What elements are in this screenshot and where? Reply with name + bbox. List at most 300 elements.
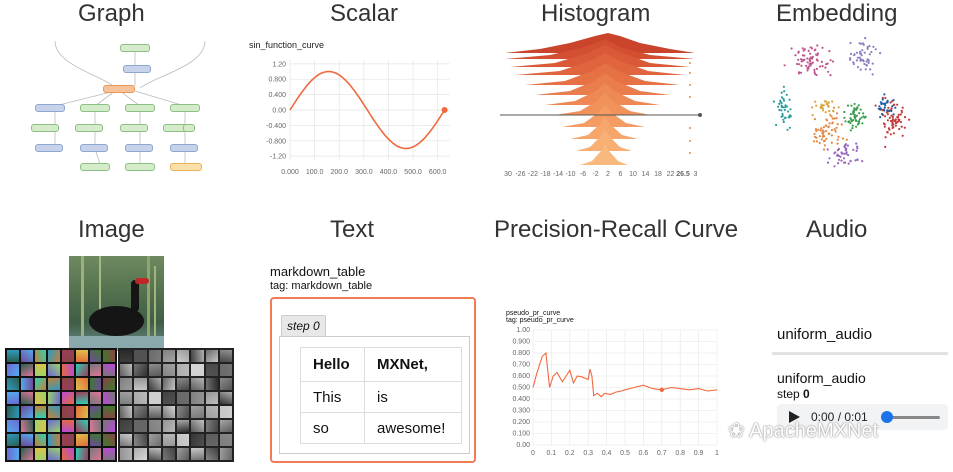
embedding-point [780,109,782,111]
filter-tile[interactable] [177,378,189,390]
filter-tile[interactable] [7,378,19,390]
embedding-point [816,54,818,56]
filter-tile[interactable] [76,364,88,376]
embedding-point [794,54,796,56]
filter-tile[interactable] [149,378,161,390]
filter-tile[interactable] [21,406,33,418]
filter-tile[interactable] [7,420,19,432]
graph-node[interactable] [183,124,195,132]
filter-tile[interactable] [103,364,115,376]
filter-tile[interactable] [48,392,60,404]
embedding-point [836,112,838,114]
y-tick-label: -1.20 [270,153,286,161]
embedding-point [783,90,785,92]
embedding-point [856,150,858,152]
filter-tile[interactable] [206,434,218,446]
embedding-point [856,106,858,108]
embedding-point [821,47,823,49]
filter-tile[interactable] [120,448,132,460]
embedding-projection[interactable] [765,36,925,176]
filter-tile[interactable] [191,420,203,432]
filter-tile[interactable] [191,406,203,418]
embedding-point [882,98,884,100]
embedding-point [838,106,840,108]
filter-tile[interactable] [149,350,161,362]
filter-tile[interactable] [220,350,232,362]
embedding-point [777,106,779,108]
filter-tile[interactable] [206,392,218,404]
embedding-point [857,57,859,59]
embedding-point [814,73,816,75]
embedding-point [825,125,827,127]
filter-tile[interactable] [177,364,189,376]
embedding-point [861,49,863,51]
embedding-point [843,117,845,119]
embedding-point [775,124,777,126]
embedding-point [784,64,786,66]
filter-tile[interactable] [21,350,33,362]
filter-tile[interactable] [220,406,232,418]
x-tick-label: 300.0 [355,169,373,176]
pr-x-tick: 0.5 [620,450,630,457]
filter-tile[interactable] [48,350,60,362]
filter-tile[interactable] [120,350,132,362]
filter-tile[interactable] [191,378,203,390]
filter-tile[interactable] [35,406,47,418]
pr-point[interactable] [660,388,664,392]
embedding-point [900,113,902,115]
embedding-point [904,127,906,129]
embedding-point [893,104,895,106]
pr-x-tick: 1 [715,450,719,457]
filter-tile[interactable] [191,434,203,446]
filter-tile[interactable] [149,448,161,460]
scalar-end-point[interactable] [442,107,448,113]
graph-node[interactable] [80,144,108,152]
embedding-point [862,112,864,114]
filter-tile[interactable] [35,350,47,362]
graph-node[interactable] [170,144,198,152]
audio-card-title: uniform_audio [777,370,866,386]
filter-tile[interactable] [103,434,115,446]
embedding-point [814,71,816,73]
y-tick-label: 0.800 [268,76,286,84]
embedding-point [831,129,833,131]
embedding-point [860,43,862,45]
embedding-point [863,63,865,65]
filter-tile[interactable] [206,420,218,432]
embedding-point [866,64,868,66]
graph-node[interactable] [80,163,110,171]
embedding-point [867,48,869,50]
graph-node[interactable] [75,124,103,132]
embedding-point [884,107,886,109]
embedding-point [814,101,816,103]
embedding-point [850,129,852,131]
filter-tile[interactable] [177,392,189,404]
scalar-title: Scalar [330,0,399,27]
filter-tile[interactable] [76,448,88,460]
embedding-point [837,143,839,145]
graph-node[interactable] [125,104,155,112]
filter-tile[interactable] [90,378,102,390]
embedding-point [849,122,851,124]
embedding-point [872,46,874,48]
embedding-point [856,158,858,160]
filter-tile[interactable] [76,392,88,404]
filter-tile[interactable] [48,420,60,432]
filter-tile[interactable] [206,406,218,418]
embedding-point [843,162,845,164]
filter-tile[interactable] [90,406,102,418]
filter-tile[interactable] [191,448,203,460]
embedding-point [849,57,851,59]
filter-tile[interactable] [7,434,19,446]
embedding-point [863,44,865,46]
pr-chart-tag: tag: pseudo_pr_curve [506,317,574,324]
filter-tile[interactable] [220,364,232,376]
filter-tile[interactable] [90,392,102,404]
filter-tile[interactable] [21,378,33,390]
graph-node[interactable] [120,124,148,132]
filter-tile[interactable] [21,392,33,404]
embedding-point [798,71,800,73]
filter-tile[interactable] [163,420,175,432]
embedding-point [850,113,852,115]
filter-tile[interactable] [35,364,47,376]
filter-tile[interactable] [163,406,175,418]
audio-progress-thumb[interactable] [881,411,893,423]
pr-x-tick: 0.8 [675,450,686,457]
y-tick-label: 1.20 [272,61,286,69]
filter-tile[interactable] [177,350,189,362]
embedding-point [869,53,871,55]
graph-node[interactable] [125,144,153,152]
filter-tile[interactable] [120,364,132,376]
filter-tile[interactable] [76,378,88,390]
histogram-chart[interactable] [500,33,710,178]
embedding-point [860,58,862,60]
markdown-table [300,347,462,444]
filter-tile[interactable] [134,378,146,390]
filter-grid-color[interactable] [5,348,117,462]
graph-node[interactable] [170,163,202,171]
graph-node[interactable] [31,124,59,132]
embedding-point [861,122,863,124]
embedding-point [788,116,790,118]
filter-tile[interactable] [62,448,74,460]
filter-tile[interactable] [90,420,102,432]
filter-tile[interactable] [163,364,175,376]
filter-tile[interactable] [103,420,115,432]
scalar-chart[interactable] [245,52,460,182]
embedding-point [824,144,826,146]
filter-grid-gray[interactable] [118,348,234,462]
filter-tile[interactable] [220,434,232,446]
histogram-cursor-dot [698,113,702,117]
filter-tile[interactable] [90,364,102,376]
filter-tile[interactable] [149,434,161,446]
embedding-point [831,100,833,102]
embedding-point [810,46,812,48]
embedding-point [800,58,802,60]
embedding-point [791,47,793,49]
embedding-point [784,117,786,119]
filter-tile[interactable] [149,406,161,418]
embedding-point [798,63,800,65]
embedding-point [852,119,854,121]
filter-tile[interactable] [206,350,218,362]
filter-tile[interactable] [62,420,74,432]
filter-tile[interactable] [177,434,189,446]
filter-tile[interactable] [48,434,60,446]
filter-tile[interactable] [120,406,132,418]
pr-y-tick: 0.600 [512,373,530,380]
filter-tile[interactable] [163,378,175,390]
filter-tile[interactable] [220,378,232,390]
embedding-point [805,65,807,67]
filter-tile[interactable] [134,434,146,446]
filter-tile[interactable] [191,350,203,362]
embedding-point [821,138,823,140]
embedding-point [796,63,798,65]
filter-tile[interactable] [21,448,33,460]
pr-chart[interactable] [505,325,735,465]
filter-tile[interactable] [134,392,146,404]
embedding-point [781,113,783,115]
embedding-point [884,115,886,117]
embedding-point [825,130,827,132]
embedding-point [843,157,845,159]
embedding-point [828,101,830,103]
filter-tile[interactable] [35,392,47,404]
embedding-point [827,63,829,65]
embedding-point [852,61,854,63]
histogram-x-tick: -14 [552,171,564,178]
filter-tile[interactable] [76,434,88,446]
embedding-point [827,148,829,150]
graph-panel[interactable] [25,36,225,181]
embedding-point [802,47,804,49]
embedding-point [782,106,784,108]
filter-tile[interactable] [48,406,60,418]
filter-tile[interactable] [62,350,74,362]
embedding-point [891,105,893,107]
filter-tile[interactable] [134,406,146,418]
embedding-point [868,62,870,64]
filter-tile[interactable] [120,392,132,404]
filter-tile[interactable] [206,378,218,390]
image-title: Image [78,216,145,243]
filter-tile[interactable] [7,406,19,418]
embedding-point [784,106,786,108]
filter-tile[interactable] [21,420,33,432]
embedding-point [809,53,811,55]
filter-tile[interactable] [220,392,232,404]
embedding-point [833,152,835,154]
embedding-point [858,112,860,114]
filter-tile[interactable] [177,448,189,460]
filter-tile[interactable] [163,392,175,404]
filter-tile[interactable] [163,350,175,362]
histogram-x-tick: 2 [606,171,610,178]
filter-tile[interactable] [7,392,19,404]
filter-tile[interactable] [220,420,232,432]
embedding-point [802,54,804,56]
embedding-point [828,133,830,135]
filter-tile[interactable] [149,364,161,376]
embedding-point [828,126,830,128]
filter-tile[interactable] [149,420,161,432]
table-cell: is [365,382,462,413]
filter-tile[interactable] [103,448,115,460]
filter-tile[interactable] [62,364,74,376]
embedding-point [866,60,868,62]
embedding-point [823,126,825,128]
filter-tile[interactable] [90,434,102,446]
swan-image[interactable] [69,256,164,351]
filter-tile[interactable] [149,392,161,404]
filter-tile[interactable] [21,434,33,446]
filter-tile[interactable] [103,392,115,404]
embedding-point [773,100,775,102]
filter-tile[interactable] [134,350,146,362]
markdown-table-card [279,336,470,454]
filter-tile[interactable] [48,448,60,460]
embedding-point [826,103,828,105]
filter-tile[interactable] [76,350,88,362]
filter-tile[interactable] [76,406,88,418]
embedding-point [837,149,839,151]
filter-tile[interactable] [62,392,74,404]
embedding-point [880,103,882,105]
watermark-text: ApacheMXNet [749,420,879,442]
filter-tile[interactable] [206,448,218,460]
embedding-point [783,86,785,88]
embedding-point [847,145,849,147]
filter-tile[interactable] [120,434,132,446]
filter-tile[interactable] [103,350,115,362]
embedding-title: Embedding [776,0,898,27]
embedding-point [828,110,830,112]
embedding-point [902,135,904,137]
embedding-point [821,61,823,63]
graph-node[interactable] [35,144,63,152]
filter-tile[interactable] [35,448,47,460]
histogram-x-tick: 3 [693,171,698,178]
histogram-x-tick: -2 [592,171,599,178]
filter-tile[interactable] [21,364,33,376]
embedding-point [822,65,824,67]
embedding-point [831,142,833,144]
embedding-point [846,139,848,141]
embedding-point [829,114,831,116]
embedding-point [859,118,861,120]
embedding-point [814,118,816,120]
filter-tile[interactable] [48,364,60,376]
embedding-point [844,120,846,122]
embedding-point [786,129,788,131]
filter-tile[interactable] [191,364,203,376]
filter-tile[interactable] [62,378,74,390]
embedding-point [836,127,838,129]
embedding-point [858,104,860,106]
graph-node[interactable] [123,65,151,73]
filter-tile[interactable] [103,378,115,390]
filter-tile[interactable] [7,448,19,460]
filter-tile[interactable] [35,434,47,446]
embedding-point [890,120,892,122]
filter-tile[interactable] [48,378,60,390]
embedding-point [856,59,858,61]
filter-tile[interactable] [177,406,189,418]
graph-node[interactable] [103,85,135,93]
histogram-x-tick: -10 [565,171,576,178]
filter-tile[interactable] [62,406,74,418]
audio-progress-track[interactable] [885,416,940,419]
embedding-point [864,52,866,54]
embedding-point [904,116,906,118]
embedding-point [900,121,902,123]
filter-tile[interactable] [120,378,132,390]
filter-tile[interactable] [163,434,175,446]
filter-tile[interactable] [76,420,88,432]
filter-tile[interactable] [177,420,189,432]
filter-tile[interactable] [103,406,115,418]
embedding-point [789,108,791,110]
step-chip[interactable]: step 0 [281,315,326,337]
filter-tile[interactable] [35,378,47,390]
embedding-point [885,136,887,138]
filter-tile[interactable] [90,350,102,362]
embedding-point [816,58,818,60]
filter-tile[interactable] [120,420,132,432]
filter-tile[interactable] [7,364,19,376]
audio-divider [772,352,948,355]
graph-node[interactable] [125,163,155,171]
filter-tile[interactable] [220,448,232,460]
filter-tile[interactable] [134,420,146,432]
filter-tile[interactable] [90,448,102,460]
embedding-point [829,122,831,124]
embedding-point [863,60,865,62]
histogram-x-tick: -18 [540,171,551,178]
filter-tile[interactable] [206,364,218,376]
table-cell: This [301,382,365,413]
pr-y-tick: 1.00 [516,327,530,334]
graph-node[interactable] [170,104,200,112]
embedding-point [896,104,898,106]
filter-tile[interactable] [134,364,146,376]
embedding-point [888,129,890,131]
filter-tile[interactable] [163,448,175,460]
embedding-point [889,117,891,119]
histogram-x-tick: 14 [641,171,650,178]
graph-node[interactable] [35,104,65,112]
filter-tile[interactable] [7,350,19,362]
filter-tile[interactable] [134,448,146,460]
embedding-point [878,105,880,107]
embedding-point [825,138,827,140]
graph-node[interactable] [120,44,150,52]
embedding-point [857,120,859,122]
filter-tile[interactable] [191,392,203,404]
embedding-point [854,159,856,161]
embedding-point [852,125,854,127]
filter-tile[interactable] [35,420,47,432]
graph-node[interactable] [80,104,110,112]
filter-tile[interactable] [62,434,74,446]
